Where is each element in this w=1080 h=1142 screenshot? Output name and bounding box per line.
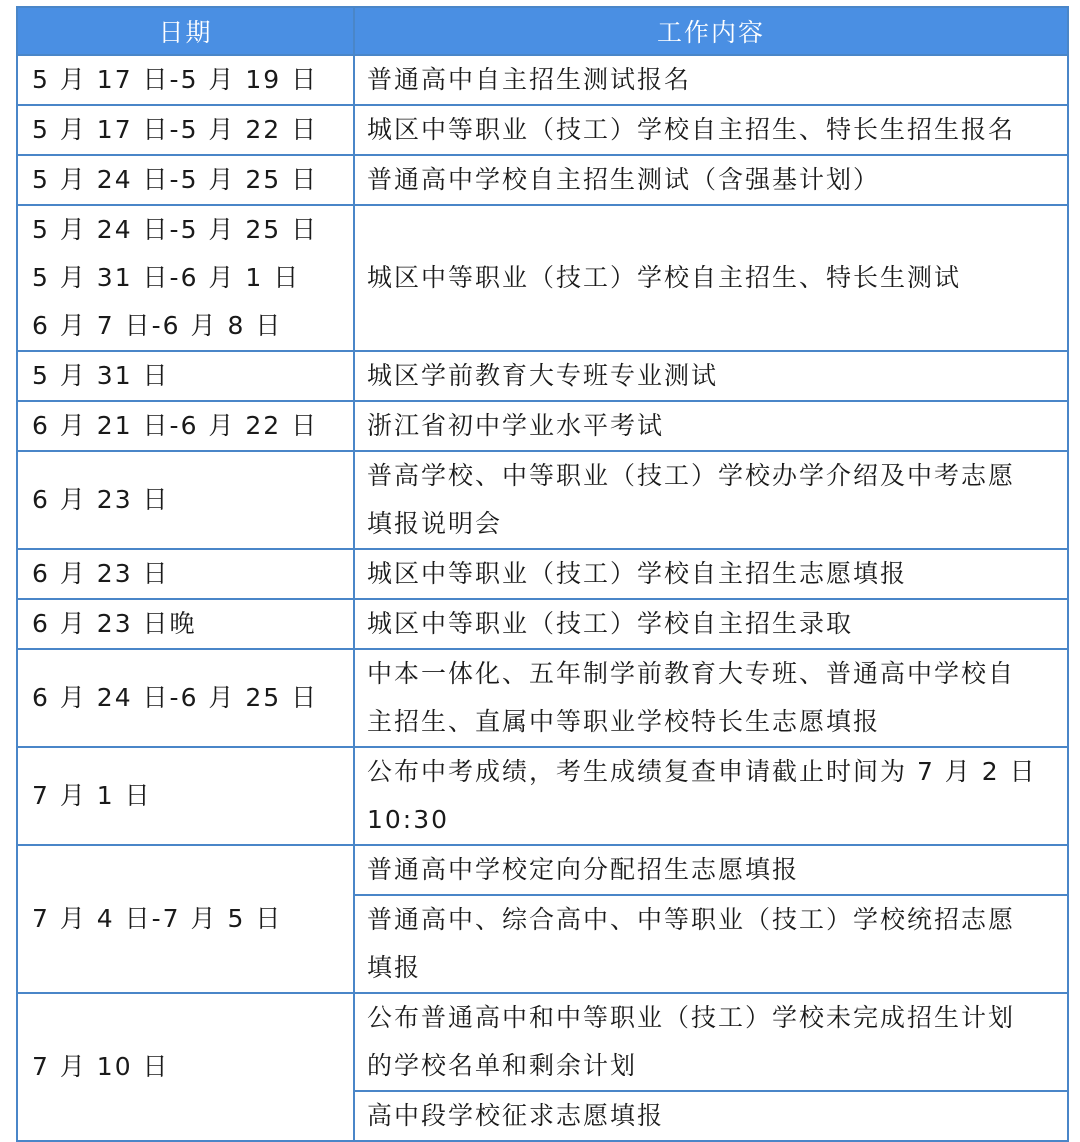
work-text: 10:30 <box>367 805 450 834</box>
date-text: 6 月 7 日-6 月 8 日 <box>32 311 283 340</box>
date-text: 5 月 31 日-6 月 1 日 <box>32 263 301 292</box>
date-text: 6 月 23 日晚 <box>32 609 197 638</box>
date-text: 6 月 23 日 <box>32 485 170 514</box>
date-cell <box>17 993 354 1141</box>
date-text: 6 月 21 日-6 月 22 日 <box>32 411 319 440</box>
work-text: 的学校名单和剩余计划 <box>367 1051 638 1080</box>
date-text: 5 月 17 日-5 月 19 日 <box>32 65 319 94</box>
date-text: 6 月 24 日-6 月 25 日 <box>32 683 319 712</box>
work-text: 中本一体化、五年制学前教育大专班、普通高中学校自 <box>367 659 1016 688</box>
work-text: 普通高中学校定向分配招生志愿填报 <box>367 855 800 884</box>
date-text: 5 月 24 日-5 月 25 日 <box>32 215 319 244</box>
date-cell <box>17 401 354 451</box>
table-row <box>17 599 1068 649</box>
date-text: 5 月 31 日 <box>32 361 170 390</box>
date-cell <box>17 845 354 993</box>
header-work: 工作内容 <box>354 7 1068 55</box>
date-cell <box>17 105 354 155</box>
work-cell <box>354 895 1068 993</box>
work-cell <box>354 599 1068 649</box>
work-text: 公布普通高中和中等职业（技工）学校未完成招生计划 <box>367 1003 1016 1032</box>
table-row <box>17 549 1068 599</box>
work-cell <box>354 351 1068 401</box>
date-cell <box>17 55 354 105</box>
schedule-table <box>16 6 1069 1142</box>
work-text: 城区中等职业（技工）学校自主招生录取 <box>367 609 854 638</box>
date-text: 7 月 4 日-7 月 5 日 <box>32 904 283 933</box>
work-cell <box>354 451 1068 549</box>
table-row <box>17 105 1068 155</box>
work-text: 普通高中学校自主招生测试（含强基计划） <box>367 165 881 194</box>
work-text: 普通高中、综合高中、中等职业（技工）学校统招志愿 <box>367 905 1016 934</box>
date-cell <box>17 155 354 205</box>
schedule-table-container <box>16 6 1067 1142</box>
table-row <box>17 155 1068 205</box>
table-row <box>17 351 1068 401</box>
work-text: 填报 <box>367 953 422 982</box>
header-date: 日期 <box>17 7 354 55</box>
work-cell <box>354 549 1068 599</box>
work-text: 主招生、直属中等职业学校特长生志愿填报 <box>367 707 881 736</box>
date-text: 6 月 23 日 <box>32 559 170 588</box>
work-cell <box>354 747 1068 845</box>
work-cell <box>354 205 1068 351</box>
work-cell <box>354 845 1068 895</box>
work-cell <box>354 401 1068 451</box>
date-text: 5 月 24 日-5 月 25 日 <box>32 165 319 194</box>
date-cell <box>17 747 354 845</box>
work-text: 普高学校、中等职业（技工）学校办学介绍及中考志愿 <box>367 461 1016 490</box>
table-header-row <box>17 7 1068 55</box>
date-cell <box>17 205 354 351</box>
work-text: 城区中等职业（技工）学校自主招生、特长生招生报名 <box>367 115 1016 144</box>
work-text: 浙江省初中学业水平考试 <box>367 411 665 440</box>
date-text: 5 月 17 日-5 月 22 日 <box>32 115 319 144</box>
table-row <box>17 845 1068 895</box>
date-text: 7 月 1 日 <box>32 781 152 810</box>
work-text: 公布中考成绩，考生成绩复查申请截止时间为 7 月 2 日 <box>367 757 1037 786</box>
work-cell <box>354 155 1068 205</box>
table-row <box>17 747 1068 845</box>
work-text: 城区中等职业（技工）学校自主招生、特长生测试 <box>367 263 962 292</box>
date-cell <box>17 549 354 599</box>
date-cell <box>17 351 354 401</box>
work-cell <box>354 993 1068 1091</box>
date-text: 7 月 10 日 <box>32 1052 170 1081</box>
work-text: 城区学前教育大专班专业测试 <box>367 361 719 390</box>
table-row <box>17 649 1068 747</box>
table-row <box>17 401 1068 451</box>
table-row <box>17 451 1068 549</box>
work-cell <box>354 55 1068 105</box>
table-row <box>17 993 1068 1091</box>
table-row <box>17 205 1068 351</box>
work-cell <box>354 105 1068 155</box>
table-row <box>17 55 1068 105</box>
date-cell <box>17 599 354 649</box>
work-text: 城区中等职业（技工）学校自主招生志愿填报 <box>367 559 908 588</box>
work-text: 普通高中自主招生测试报名 <box>367 65 692 94</box>
work-cell <box>354 649 1068 747</box>
work-text: 填报说明会 <box>367 509 503 538</box>
date-cell <box>17 649 354 747</box>
date-cell <box>17 451 354 549</box>
work-text: 高中段学校征求志愿填报 <box>367 1101 665 1130</box>
